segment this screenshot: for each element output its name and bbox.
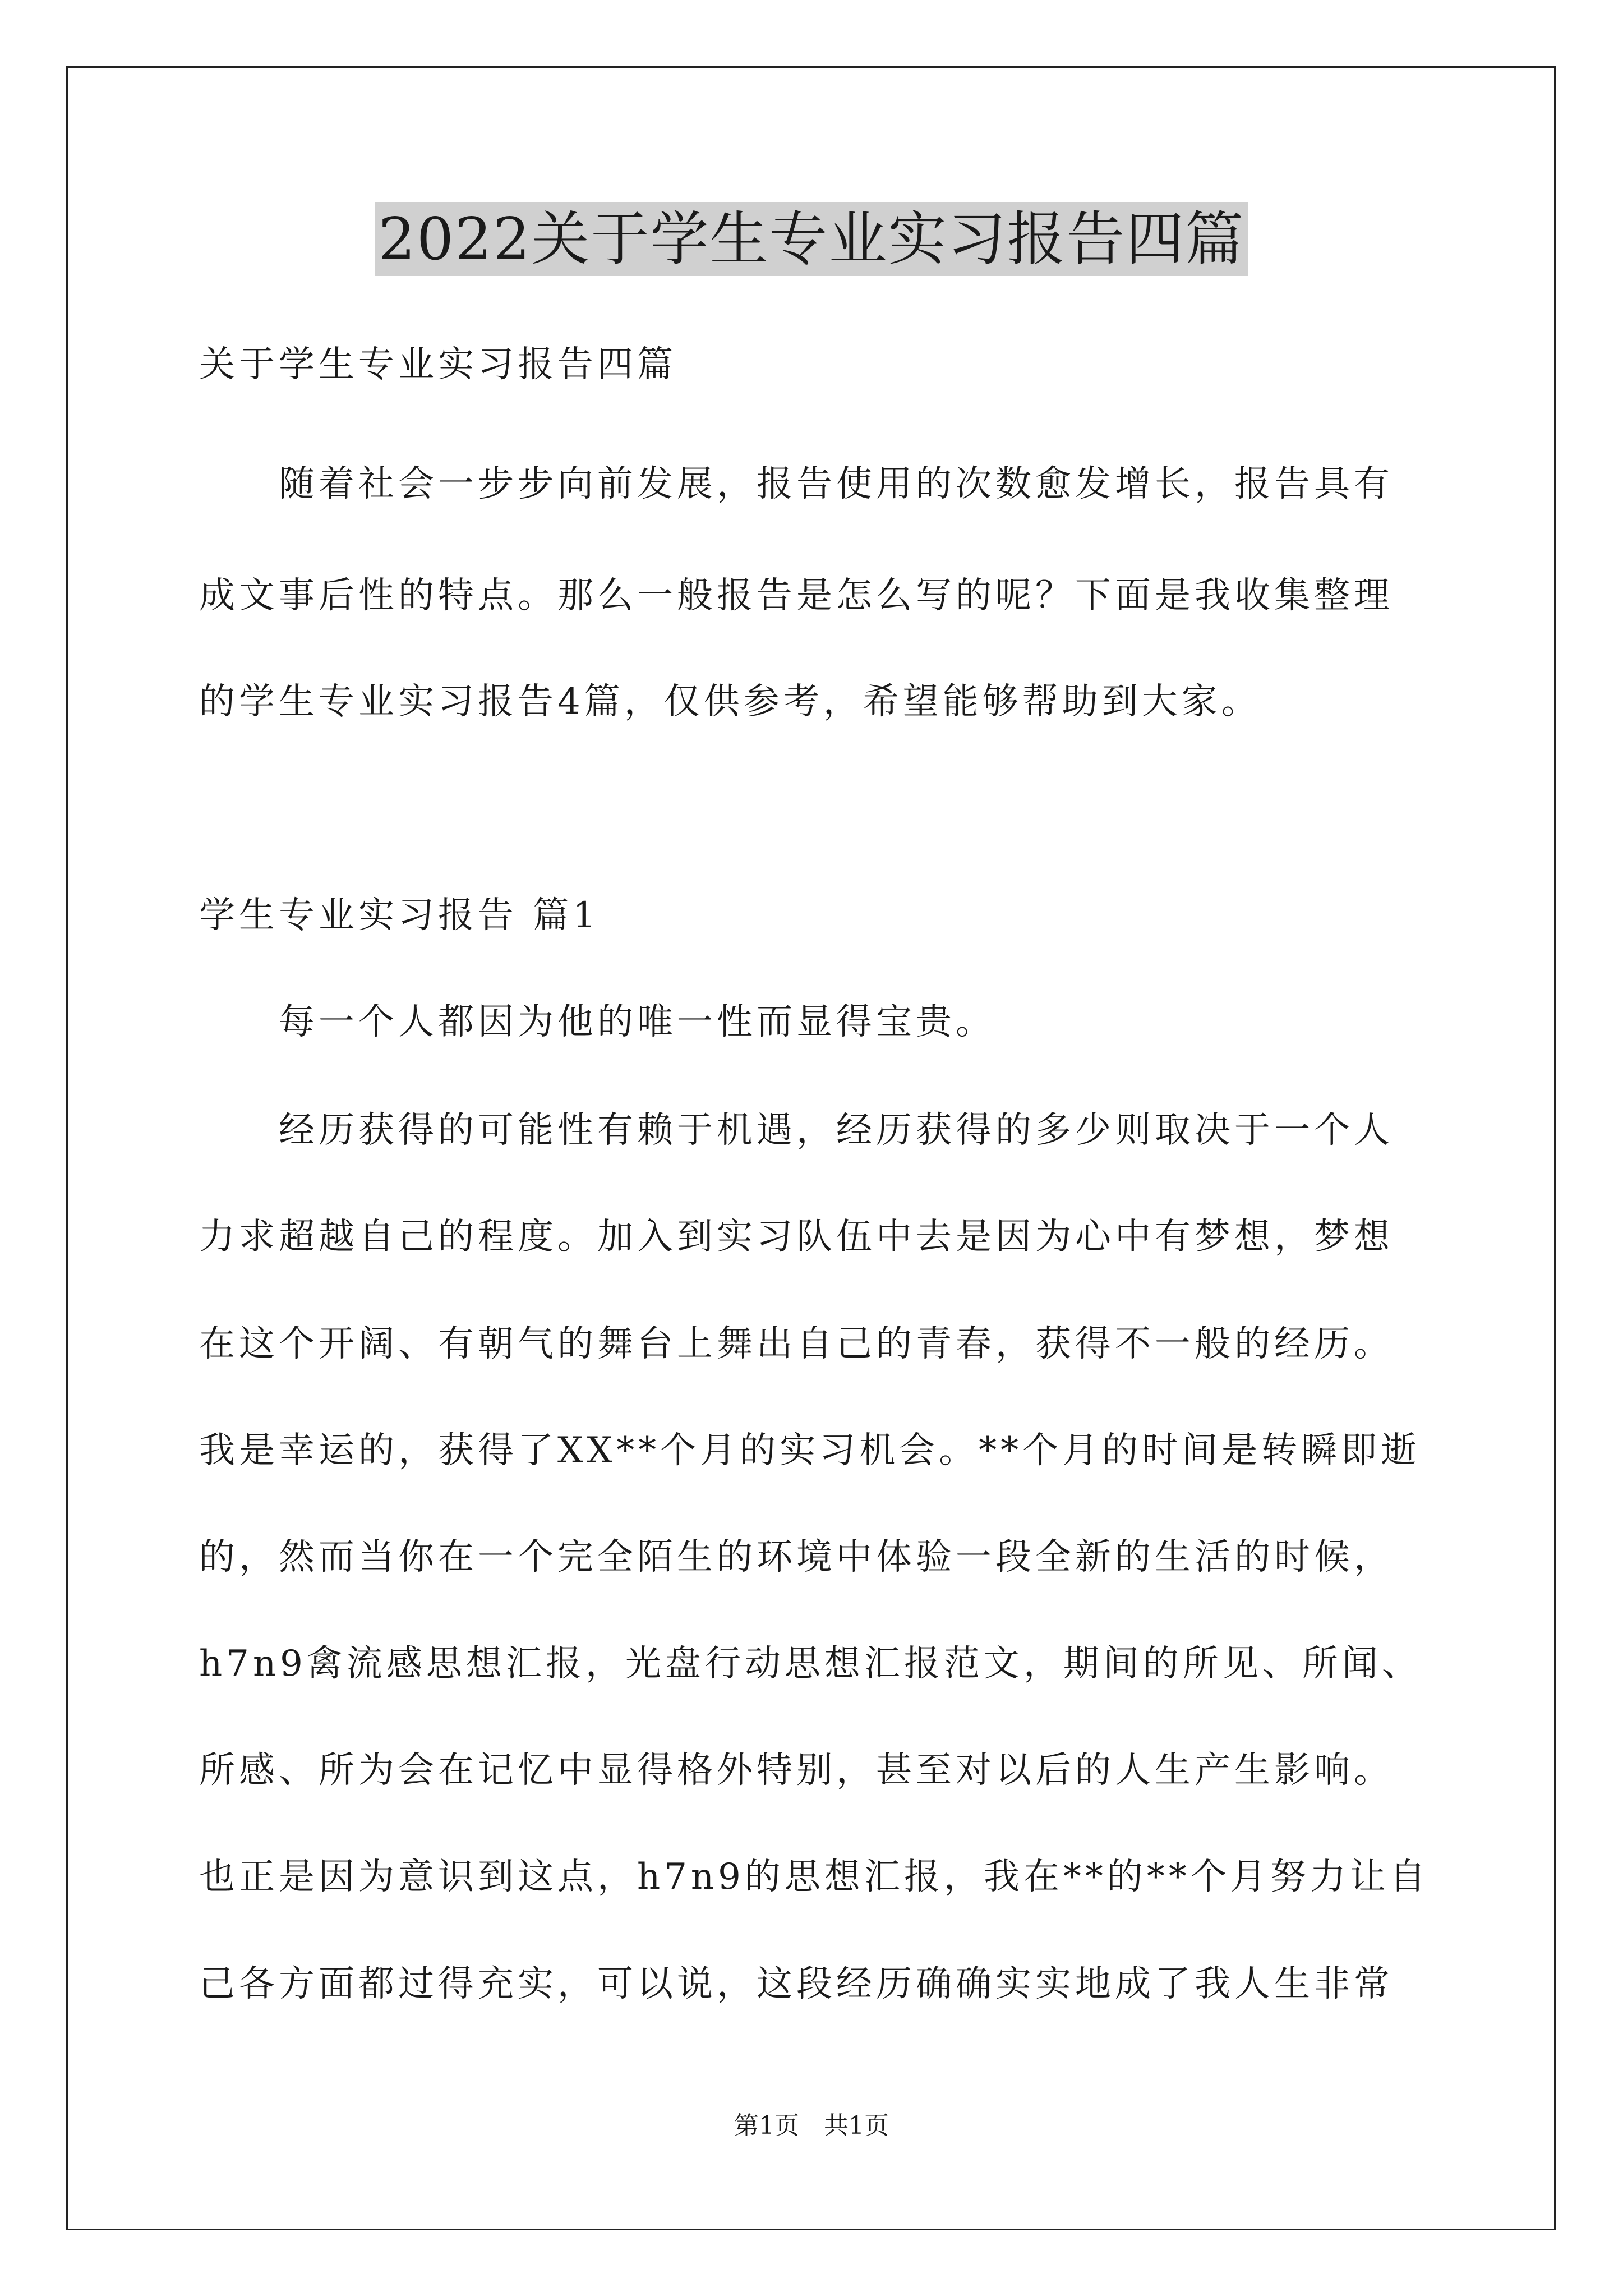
body-line: 我是幸运的，获得了XX**个月的实习机会。**个月的时间是转瞬即逝 xyxy=(199,1430,1421,1471)
body-line: 的学生专业实习报告4篇，仅供参考，希望能够帮助到大家。 xyxy=(199,681,1261,723)
document-title: 2022关于学生专业实习报告四篇 xyxy=(375,202,1248,276)
body-line: 也正是因为意识到这点，h7n9的思想汇报，我在**的**个月努力让自 xyxy=(199,1856,1430,1898)
section-heading: 学生专业实习报告 篇1 xyxy=(199,895,600,936)
subtitle-line: 关于学生专业实习报告四篇 xyxy=(199,344,677,385)
page-footer: 第1页 共1页 xyxy=(734,2111,889,2140)
body-line: 经历获得的可能性有赖于机遇，经历获得的多少则取决于一个人 xyxy=(199,1110,1394,1151)
body-line: 每一个人都因为他的唯一性而显得宝贵。 xyxy=(199,1001,995,1043)
body-line: 在这个开阔、有朝气的舞台上舞出自己的青春，获得不一般的经历。 xyxy=(199,1323,1394,1365)
title-container xyxy=(0,202,1623,276)
body-line: 随着社会一步步向前发展，报告使用的次数愈发增长，报告具有 xyxy=(199,463,1394,505)
body-line: 的，然而当你在一个完全陌生的环境中体验一段全新的生活的时候， xyxy=(199,1536,1394,1578)
body-line: 成文事后性的特点。那么一般报告是怎么写的呢？下面是我收集整理 xyxy=(199,575,1394,616)
body-line: 力求超越自己的程度。加入到实习队伍中去是因为心中有梦想，梦想 xyxy=(199,1216,1394,1258)
body-line: h7n9禽流感思想汇报，光盘行动思想汇报范文，期间的所见、所闻、 xyxy=(199,1643,1422,1685)
body-line: 所感、所为会在记忆中显得格外特别，甚至对以后的人生产生影响。 xyxy=(199,1750,1394,1791)
body-line: 己各方面都过得充实，可以说，这段经历确确实实地成了我人生非常 xyxy=(199,1963,1394,2005)
